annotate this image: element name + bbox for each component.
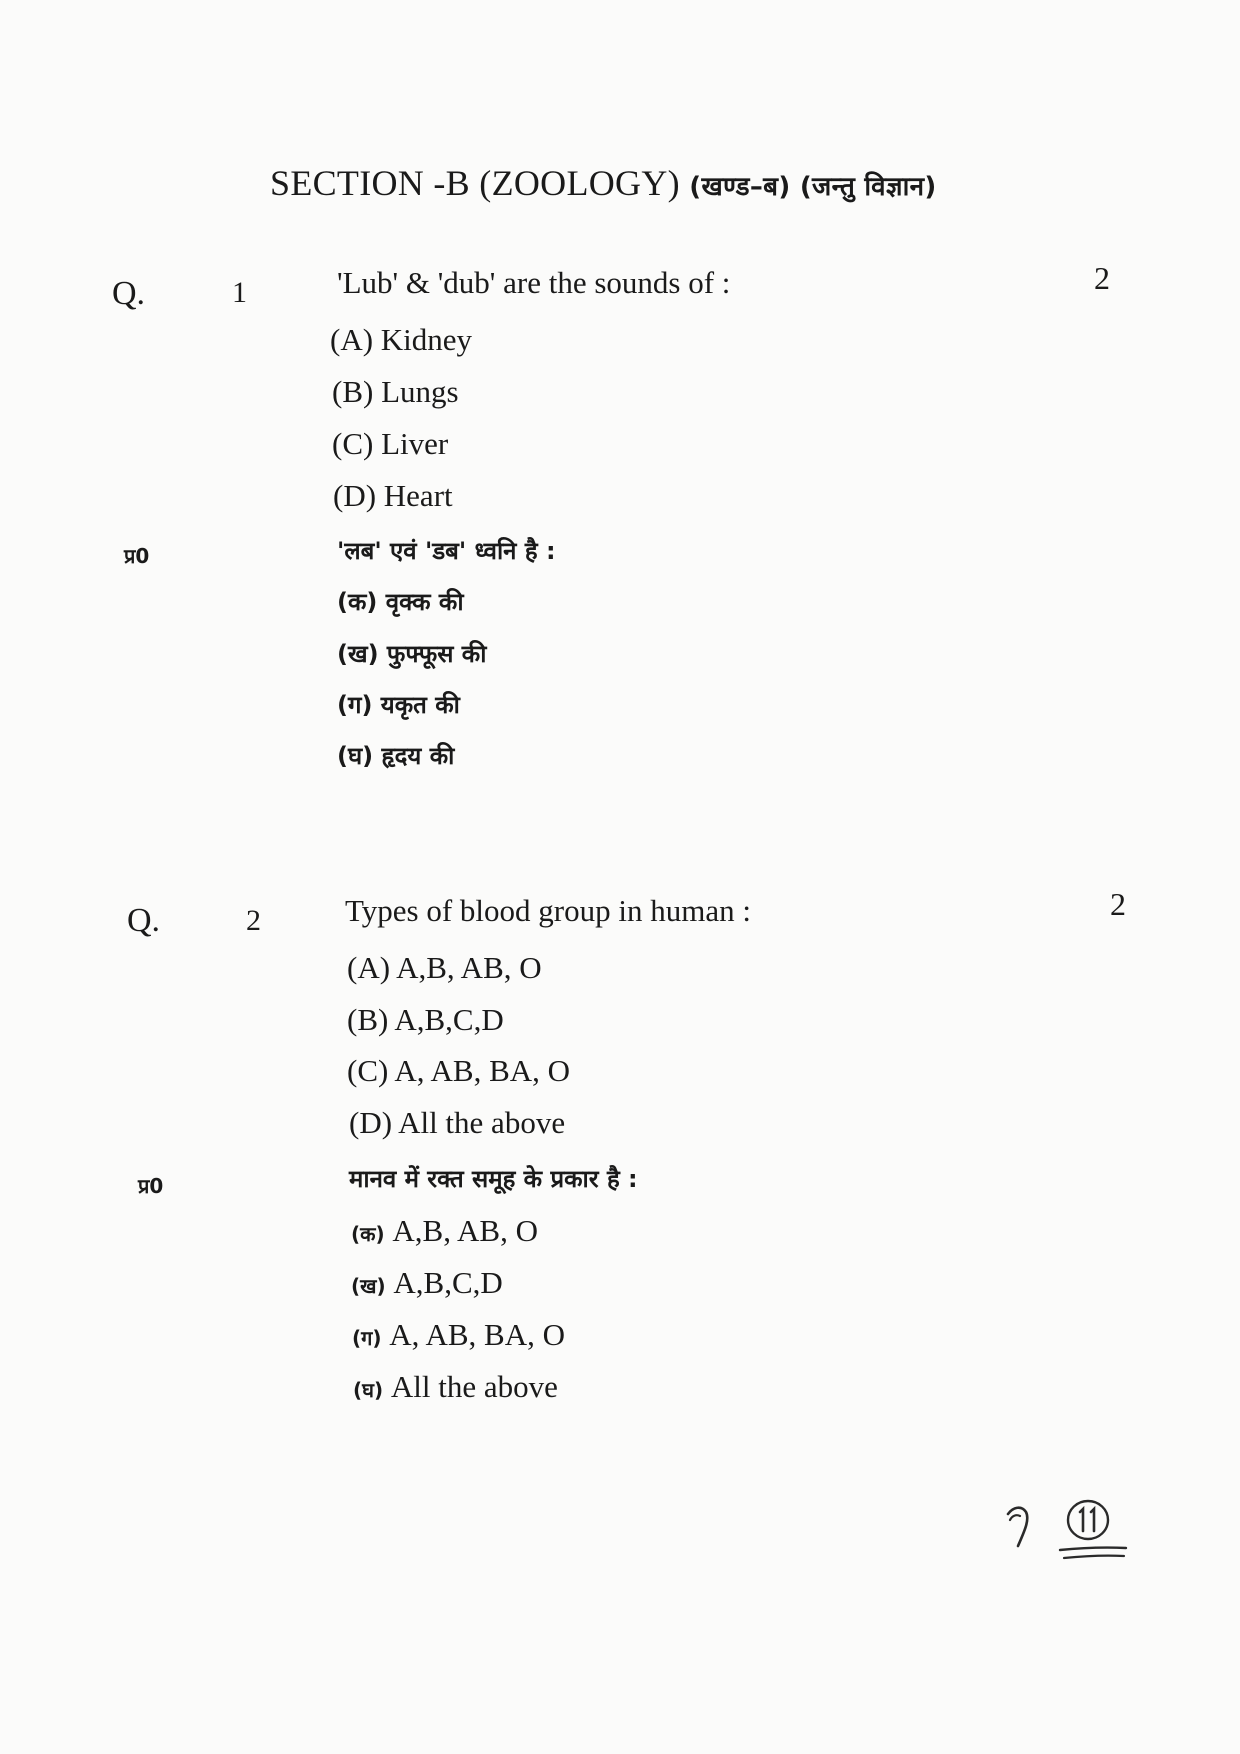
handwritten-signature xyxy=(1000,1498,1130,1568)
option-kha-marker: (ख) xyxy=(351,1274,386,1298)
option-ka-text: A,B, AB, O xyxy=(384,1213,538,1248)
question-1-stem-en: 'Lub' & 'dub' are the sounds of : xyxy=(337,265,731,300)
question-1-option-ka: (क) वृक्क की xyxy=(337,588,464,616)
question-1-label: Q. xyxy=(112,275,146,312)
question-2-option-a: (A) A,B, AB, O xyxy=(347,950,542,985)
question-2-hindi-label: प्र0 xyxy=(138,1174,164,1198)
option-kha-text: A,B,C,D xyxy=(385,1265,503,1300)
question-2-option-c: (C) A, AB, BA, O xyxy=(347,1053,571,1088)
question-1-option-a: (A) Kidney xyxy=(330,322,473,357)
question-1-option-b: (B) Lungs xyxy=(332,374,459,409)
question-1-stem-hi: 'लब' एवं 'डब' ध्वनि है : xyxy=(337,537,556,565)
question-1-number: 1 xyxy=(232,276,247,309)
question-2-number: 2 xyxy=(246,904,261,937)
section-heading xyxy=(270,162,937,204)
question-2-option-b: (B) A,B,C,D xyxy=(347,1002,504,1037)
option-ga-marker: (ग) xyxy=(352,1326,382,1350)
section-title-en: SECTION -B (ZOOLOGY) xyxy=(270,163,680,203)
question-1-option-gha: (घ) हृदय की xyxy=(337,742,455,770)
question-2-option-d: (D) All the above xyxy=(349,1105,566,1140)
question-1-option-c: (C) Liver xyxy=(332,426,449,461)
question-2-stem-hi: मानव में रक्त समूह के प्रकार है : xyxy=(349,1165,638,1193)
section-title-hi: (खण्ड–ब) (जन्तु विज्ञान) xyxy=(689,172,937,202)
option-ka-marker: (क) xyxy=(351,1222,385,1246)
question-2-stem-en: Types of blood group in human : xyxy=(345,893,751,928)
question-1-option-d: (D) Heart xyxy=(333,478,453,513)
question-1-option-ga: (ग) यकृत की xyxy=(337,691,460,719)
option-gha-text: All the above xyxy=(383,1369,558,1404)
question-1-option-kha: (ख) फुफ्फूस की xyxy=(337,640,487,668)
option-gha-marker: (घ) xyxy=(353,1378,384,1402)
question-2-option-ga xyxy=(352,1317,565,1353)
question-2-marks: 2 xyxy=(1110,886,1126,922)
question-1-hindi-label: प्र0 xyxy=(124,544,150,568)
question-2-label: Q. xyxy=(127,902,161,939)
question-2-option-kha xyxy=(351,1265,503,1301)
question-1-marks: 2 xyxy=(1094,260,1110,296)
option-ga-text: A, AB, BA, O xyxy=(381,1317,565,1352)
question-2-option-gha xyxy=(353,1369,558,1405)
question-2-option-ka xyxy=(351,1213,538,1249)
